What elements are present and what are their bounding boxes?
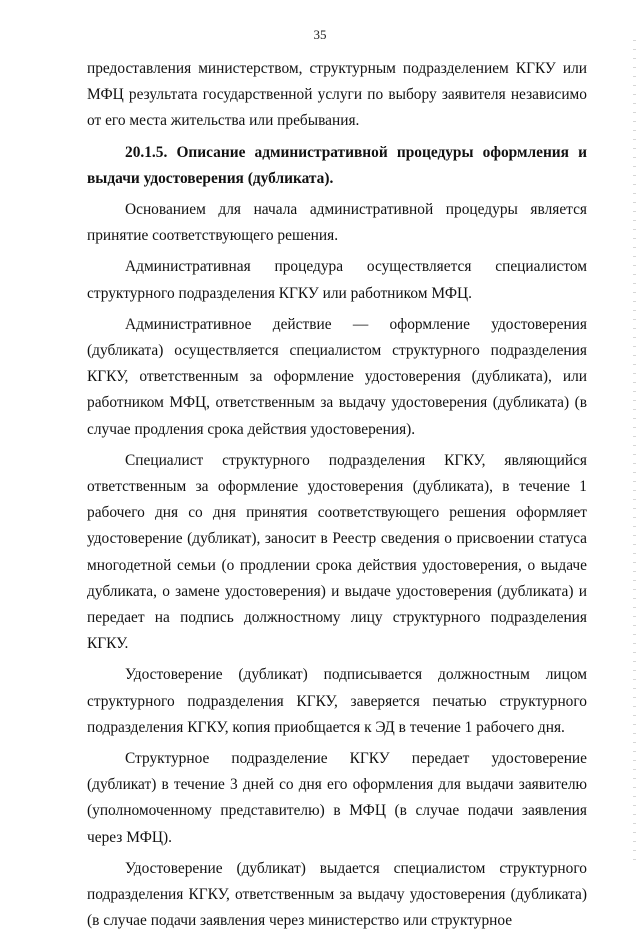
paragraph-specialist-duties: Специалист структурного подразделения КГКУ, являющийся ответственным за оформление удостоверения (дубликата), в течение 1 рабочего дня со дня принятия соответствующего решения оформляет удостоверение (дубликат), заносит в Реестр сведения о присвоении статуса многодетной семьи (о продлении срока действия удостоверения, о выдаче дубликата, о замене удостоверения) и выдаче удостоверения (дубликата) и передает на подпись должностному лицу структурного подразделения КГКУ. (87, 451, 587, 653)
paragraph-administrative-action: Административное действие — оформление удостоверения (дубликата) осуществляется специалистом структурного подразделения КГКУ, ответственным за оформление удостоверения (дубликата), или работником МФЦ, ответственным за выдачу удостоверения (дубликата) (в случае продления срока действия удостоверения). (87, 315, 587, 438)
paragraph-issuance: Удостоверение (дубликат) выдается специалистом структурного подразделения КГКУ, ответственным за выдачу удостоверения (дубликата) (в случае подачи заявления через министерство или структурное (87, 859, 587, 930)
paragraph-basis: Основанием для начала административной процедуры является принятие соответствующего решения. (87, 201, 587, 245)
document-body (87, 56, 587, 940)
paragraph-transfer-to-mfc: Структурное подразделение КГКУ передает удостоверение (дубликат) в течение 3 дней со дня его оформления для выдачи заявителю (уполномоченному представителю) в МФЦ (в случае подачи заявления через МФЦ). (87, 750, 587, 846)
page-number: 35 (313, 27, 327, 42)
section-heading: 20.1.5. Описание административной процедуры оформления и выдачи удостоверения (дубликата). (87, 143, 587, 187)
paragraph-continuation: предоставления министерством, структурным подразделением КГКУ или МФЦ результата государственной услуги по выбору заявителя независимо от его места жительства или пребывания. (87, 60, 587, 130)
page-edge-marks (633, 40, 636, 860)
paragraph-procedure-performer: Административная процедура осуществляется специалистом структурного подразделения КГКУ или работником МФЦ. (87, 258, 587, 302)
paragraph-signing: Удостоверение (дубликат) подписывается должностным лицом структурного подразделения КГКУ, заверяется печатью структурного подразделения КГКУ, копия приобщается к ЭД в течение 1 рабочего дня. (87, 666, 587, 736)
